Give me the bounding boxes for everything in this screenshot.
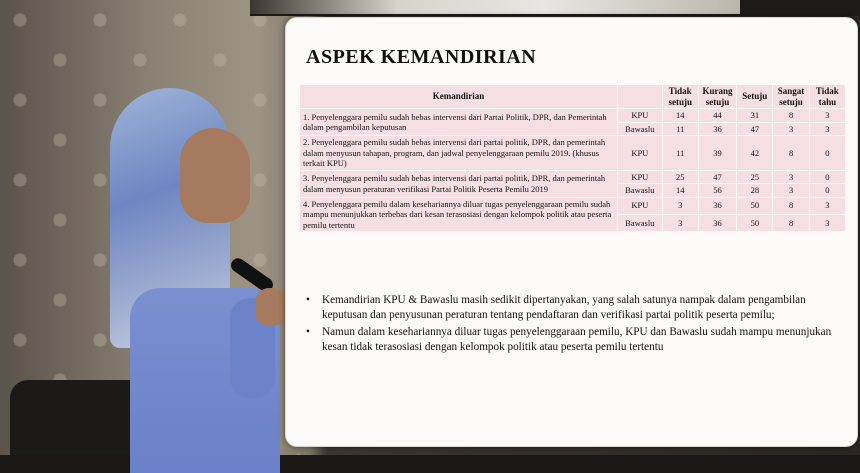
- presenter-hand: [255, 288, 287, 326]
- value-cell: 11: [662, 122, 698, 136]
- statement-cell: 2. Penyelenggara pemilu sudah bebas intervensi dari partai politik, DPR, dan pemerintah dalam menyusun tahapan, program, dan jadwal penyelenggaraan pemilu 2019. (khusus terkait KPU): [300, 136, 618, 171]
- header-setuju: Setuju: [737, 85, 773, 109]
- value-cell: 3: [662, 197, 698, 214]
- value-cell: 8: [773, 136, 809, 171]
- value-cell: 31: [737, 109, 773, 123]
- value-cell: 39: [698, 136, 736, 171]
- value-cell: 3: [773, 184, 809, 198]
- value-cell: 0: [809, 170, 845, 184]
- value-cell: 3: [773, 170, 809, 184]
- slide-title: ASPEK KEMANDIRIAN: [306, 46, 537, 68]
- value-cell: 50: [737, 197, 773, 214]
- presentation-slide: [285, 17, 858, 447]
- value-cell: 44: [698, 109, 736, 123]
- header-sangat-setuju: Sangat setuju: [773, 85, 809, 109]
- institution-cell: Bawaslu: [618, 184, 663, 198]
- value-cell: 36: [698, 214, 736, 231]
- value-cell: 42: [737, 136, 773, 171]
- table-row: [300, 136, 846, 171]
- institution-cell: Bawaslu: [618, 122, 663, 136]
- bullet-text: Kemandirian KPU & Bawaslu masih sedikit dipertanyakan, yang salah satunya nampak dalam pengambilan keputusan dan penyusunan peraturan tentang pendaftaran dan verifikasi partai politik peserta pemilu;: [322, 294, 806, 321]
- table-header-row: [300, 85, 846, 109]
- value-cell: 36: [698, 122, 736, 136]
- value-cell: 28: [737, 184, 773, 198]
- list-item: [306, 293, 836, 323]
- value-cell: 3: [809, 109, 845, 123]
- value-cell: 50: [737, 214, 773, 231]
- value-cell: 14: [662, 184, 698, 198]
- institution-cell: KPU: [618, 170, 663, 184]
- table-row: [300, 197, 846, 214]
- value-cell: 25: [662, 170, 698, 184]
- survey-table: [299, 84, 846, 232]
- value-cell: 3: [662, 214, 698, 231]
- statement-cell: 1. Penyelenggara pemilu sudah bebas intervensi dari Partai Politik, DPR, dan Pemerintah dalam pengambilan keputusan: [300, 109, 618, 136]
- value-cell: 8: [773, 197, 809, 214]
- statement-cell: 3. Penyelenggara pemilu sudah bebas intervensi dari partai politik, DPR, dan pemerintah dalam menyusun peraturan verifikasi Partai Politik Peserta Pemilu 2019: [300, 170, 618, 197]
- value-cell: 0: [809, 136, 845, 171]
- presenter: [110, 88, 290, 473]
- bullet-icon: •: [306, 326, 310, 338]
- institution-cell: KPU: [618, 109, 663, 123]
- header-tidak-setuju: Tidak setuju: [662, 85, 698, 109]
- header-institution: [618, 85, 663, 109]
- bullet-text: Namun dalam kesehariannya diluar tugas penyelenggaraan pemilu, KPU dan Bawaslu sudah mampu menunjukan kesan tidak terasosiasi dengan kelompok politik atau peserta pemilu tertentu: [322, 326, 832, 353]
- value-cell: 47: [698, 170, 736, 184]
- header-tidak-tahu: Tidak tahu: [809, 85, 845, 109]
- table-row: [300, 109, 846, 123]
- value-cell: 14: [662, 109, 698, 123]
- value-cell: 11: [662, 136, 698, 171]
- presenter-face: [180, 128, 250, 223]
- institution-cell: KPU: [618, 197, 663, 214]
- header-kurang-setuju: Kurang setuju: [698, 85, 736, 109]
- institution-cell: Bawaslu: [618, 214, 663, 231]
- list-item: [306, 325, 836, 355]
- statement-cell: 4. Penyelenggara pemilu dalam kesehariannya diluar tugas penyelenggaraan pemilu sudah mampu menunjukkan terbebas dari kesan terasosiasi dengan kelompok politik atau peserta pemilu tertentu: [300, 197, 618, 232]
- value-cell: 56: [698, 184, 736, 198]
- value-cell: 3: [809, 197, 845, 214]
- value-cell: 0: [809, 184, 845, 198]
- value-cell: 8: [773, 109, 809, 123]
- value-cell: 47: [737, 122, 773, 136]
- table-row: [300, 170, 846, 184]
- header-kemandirian: Kemandirian: [300, 85, 618, 109]
- value-cell: 36: [698, 197, 736, 214]
- value-cell: 3: [773, 122, 809, 136]
- value-cell: 3: [809, 122, 845, 136]
- ceiling-light: [250, 0, 740, 14]
- value-cell: 25: [737, 170, 773, 184]
- institution-cell: KPU: [618, 136, 663, 171]
- bullet-icon: •: [306, 294, 310, 306]
- value-cell: 3: [809, 214, 845, 231]
- value-cell: 8: [773, 214, 809, 231]
- bullet-list: [306, 293, 836, 357]
